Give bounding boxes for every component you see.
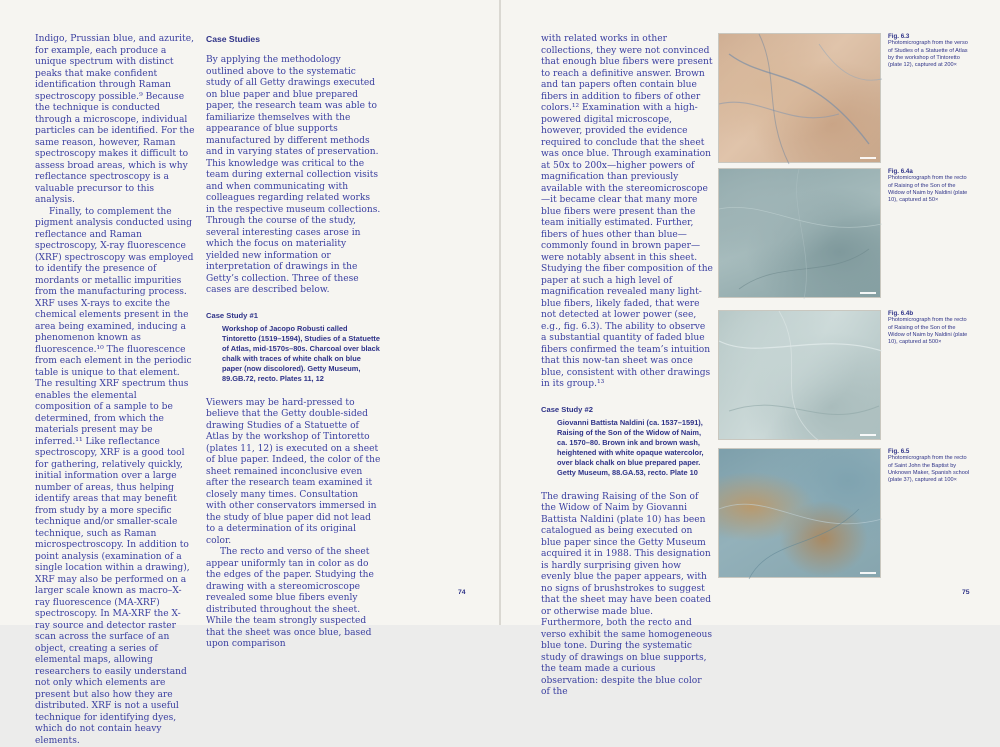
- caption-text: Photomicrograph from the recto of Raising of the Son of the Widow of Naim by Naldini (plate 10), captured at 50×: [888, 175, 970, 204]
- left-column-1: [35, 34, 195, 747]
- figure-number: Fig. 6.5: [888, 448, 970, 455]
- section-heading: Case Studies: [206, 34, 381, 44]
- fiber-lines: [719, 449, 882, 579]
- caption-text: Photomicrograph from the recto of Raising of the Son of the Widow of Naim by Naldini (plate 10), captured at 500×: [888, 317, 970, 346]
- body-paragraph: with related works in other collections, they were not convinced that enough blue fibers were present to reach a definitive answer. Brown and tan papers often contain blue fibers in addition to fibers of other colors.¹² Examination with a high-powered digital microscope, however, provided the evidence required to conclude that the sheet was once blue. Through examination at 50x to 200x—higher powers of magnification than previously available with the stereomicroscope—it became clear that many more blue fibers were present than the team initially estimated. Further, fibers of hues other than blue—commonly found in brown paper—were notably absent in this sheet. Studying the fiber composition of the paper at such a high level of magnification revealed many light-blue fibers, likely faded, that were not detected at lower power (see, e.g., fig. 6.3). The ability to observe a substantial quantity of faded blue fibers confirmed the team’s intuition that this now-tan sheet was once blue, consistent with other drawings in its group.¹³: [541, 34, 713, 391]
- case-study-label: Case Study #1: [206, 311, 381, 320]
- figure-number: Fig. 6.4b: [888, 310, 970, 317]
- figure-number: Fig. 6.4a: [888, 168, 970, 175]
- case-study-description: Workshop of Jacopo Robusti called Tintoretto (1519–1594), Studies of a Statuette of Atlas, mid-1570s–80s. Charcoal over black chalk with traces of white chalk on blue paper (now discolored). Getty Museum, 89.GB.72, recto. Plates 11, 12: [222, 324, 381, 384]
- scale-bar: [860, 572, 876, 574]
- case-study-label: Case Study #2: [541, 405, 713, 414]
- left-column-2: [206, 34, 381, 651]
- fiber-lines: [719, 169, 882, 299]
- figure-6-5-photomicrograph: [718, 448, 881, 578]
- fiber-lines: [719, 34, 882, 164]
- scale-bar: [860, 434, 876, 436]
- body-paragraph: Finally, to complement the pigment analysis conducted using reflectance and Raman spectroscopy, X-ray fluorescence (XRF) spectroscopy was employed to identify the presence of mordants or metallic impurities from the manufacturing process. XRF uses X-rays to excite the chemical elements present in the area being examined, inducing a phenomenon known as fluorescence.¹⁰ The fluorescence from each element in the periodic table is unique to that element. The resulting XRF spectrum thus enables the elemental composition of a sample to be determined, from which the materials present may be inferred.¹¹ Like reflectance spectroscopy, XRF is a good tool for gathering, relatively quickly, initial information over a large number of areas, thus helping identify areas that may benefit from study by a more specific technique and/or smaller-scale technique, such as Raman microspectroscopy. In addition to point analysis (examination of a single location within a drawing), XRF may also be performed on a larger scale known as macro–X-ray fluorescence (MA-XRF) spectroscopy. In MA-XRF the X-ray source and detector raster scan across the surface of an object, creating a series of elemental maps, allowing researchers to easily understand not only which elements are present but also how they are distributed. XRF is not a useful technique for identifying dyes, which do not contain heavy elements.: [35, 207, 195, 747]
- scale-bar: [860, 157, 876, 159]
- caption-text: Photomicrograph from the verso of Studies of a Statuette of Atlas by the workshop of Tintoretto (plate 12), captured at 200×: [888, 40, 970, 69]
- figure-6-3-photomicrograph: [718, 33, 881, 163]
- figure-caption: [888, 310, 970, 346]
- figure-caption: [888, 33, 970, 69]
- fiber-lines: [719, 311, 882, 441]
- body-paragraph: The drawing Raising of the Son of the Widow of Naim by Giovanni Battista Naldini (plate 10) has been catalogued as being executed on blue paper since the Getty Museum acquired it in 1988. This designation is hardly surprising given how evenly blue the paper appears, with no signs of brushstrokes to suggest that the sheet may have been coated or otherwise made blue. Furthermore, both the recto and verso exhibit the same homogeneous blue tone. During the systematic study of drawings on blue supports, the team made a curious observation: despite the blue color of the: [541, 492, 713, 699]
- figure-6-4a-photomicrograph: [718, 168, 881, 298]
- page-gutter: [499, 0, 501, 625]
- page-number-right: 75: [962, 589, 970, 596]
- figure-caption: [888, 168, 970, 204]
- right-column-1: [541, 34, 713, 699]
- figure-6-4b-photomicrograph: [718, 310, 881, 440]
- body-paragraph: The recto and verso of the sheet appear uniformly tan in color as do the edges of the paper. Studying the drawing with a stereomicroscope revealed some blue fibers evenly distributed throughout the sheet. While the team strongly suspected that the sheet was once blue, based upon comparison: [206, 547, 381, 651]
- page-number-left: 74: [458, 589, 466, 596]
- body-paragraph: Indigo, Prussian blue, and azurite, for example, each produce a unique spectrum with distinct peaks that make confident identification through Raman spectroscopy possible.⁹ Because the technique is conducted through a microscope, individual particles can be identified. For the same reason, however, Raman spectroscopy makes it difficult to assess broad areas, which is why reflectance spectroscopy is a valuable precursor to this analysis.: [35, 34, 195, 207]
- intro-paragraph: By applying the methodology outlined above to the systematic study of all Getty drawings executed on blue paper and blue prepared paper, the research team was able to familiarize themselves with the appearance of blue supports manufactured by different methods and in varying states of preservation. This knowledge was critical to the team during external collection visits and when communicating with colleagues regarding related works in the respective museum collections. Through the course of the study, several interesting cases arose in which the focus on materiality yielded new information or interpretation of drawings in the Getty’s collection. Three of these cases are described below.: [206, 55, 381, 297]
- case-study-description: Giovanni Battista Naldini (ca. 1537–1591), Raising of the Son of the Widow of Naim, ca. 1570–80. Brown ink and brown wash, heightened with white opaque watercolor, over black chalk on blue prepared paper. Getty Museum, 88.GA.53, recto. Plate 10: [557, 418, 713, 478]
- caption-text: Photomicrograph from the recto of Saint John the Baptist by Unknown Maker, Spanish school (plate 37), captured at 100×: [888, 455, 970, 484]
- figure-caption: [888, 448, 970, 484]
- body-paragraph: Viewers may be hard-pressed to believe that the Getty double-sided drawing Studies of a Statuette of Atlas by the workshop of Tintoretto (plates 11, 12) is executed on a sheet of blue paper. Indeed, the color of the sheet remained inconclusive even after the research team examined it closely many times. Consultation with other conservators immersed in the study of blue paper did not lead to a determination of its original color.: [206, 398, 381, 548]
- scale-bar: [860, 292, 876, 294]
- figure-number: Fig. 6.3: [888, 33, 970, 40]
